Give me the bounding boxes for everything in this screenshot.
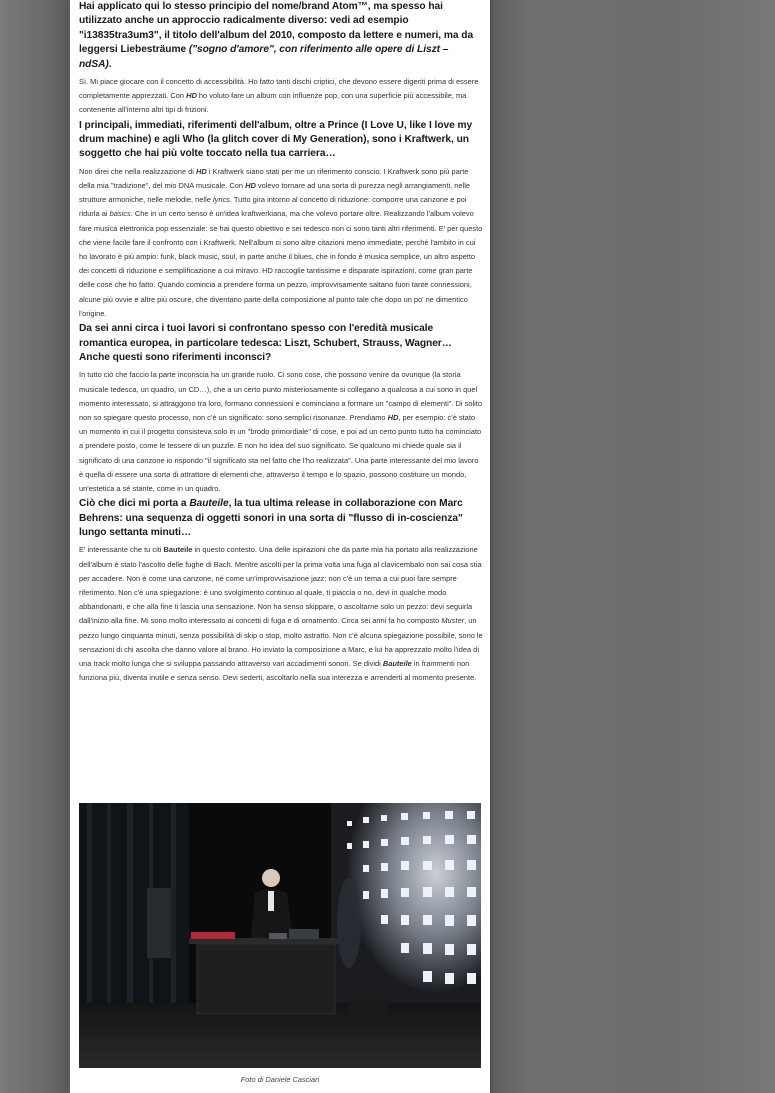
answer-3: In tutto ciò che faccio la parte inconscia ha un grande ruolo. Ci sono cose, che possono venire da ovunque (la storia musicale tedesca, un quadro, un CD…), che a un certo punto misteriosamente si collegano a qualcosa a cui sono in quel momento interessato, si attraggono tra loro, formano connessioni e cominciano a formare un "campo di elementi". Di solito non so spiegare questo processo, non c'è un significato: sono semplici risonanze. Prendiamo HD, per esempio: c'è stato un momento in cui il progetto consisteva solo in un "brodo primordiale" di cose, e poi ad un certo punto tutto ha cominciato a prendere posto, come le tessere di un puzzle. E non ho idea del suo significato. Se qualcuno mi chiede quale sia il significato di una canzone io rispondo "il significato sta nel fatto che l'ho realizzata". Una parte interessante del mio lavoro è quella di essere una sorta di attrattore di elementi che, attraverso il tempo e lo spazio, possono costituire un mondo, un'estetica a sé stante, come in un quadro. xyxy=(79,370,482,493)
question-2: I principali, immediati, riferimenti dell'album, oltre a Prince (I Love U, like I love my drum machine) e agli Who (la glitch cover di My Generation), sono i Kraftwerk, un soggetto che hai più volte toccato nella tua carriera… xyxy=(79,119,473,160)
question-1: Hai applicato qui lo stesso principio del nome/brand Atom™, ma spesso hai utilizzato anche un approccio radicalmente diverso: vedi ad esempio "i13835tra3um3", il titolo dell'album del 2010, composto da lettere e numeri, ma da leggersi Liebesträume ("sogno d'amore", con riferimento alle opere di Liszt – ndSA). xyxy=(79,1,474,70)
article-content xyxy=(79,0,483,686)
concert-photo xyxy=(79,803,481,1068)
answer-1: Sì. Mi piace giocare con il concetto di accessibilità. Ho fatto tanti dischi criptici, che devono essere digeriti prima di essere completamente apprezzati. Con HD ho voluto fare un album con influenze pop, con una superficie più accessibile, ma contenente all'interno altri tipi di frizioni. xyxy=(79,77,479,115)
background-right xyxy=(490,0,775,1093)
article-page xyxy=(70,0,490,1093)
question-4: Ciò che dici mi porta a Bauteile, la tua ultima release in collaborazione con Marc Behrens: una sequenza di oggetti sonori in una sorta di "flusso di in-coscienza" lungo settanta minuti… xyxy=(79,498,463,538)
concert-photo-illustration xyxy=(79,803,481,1068)
answer-4: E' interessante che tu citi Bauteile in questo contesto. Una delle ispirazioni che da parte mia ha portato alla realizzazione dell'album è stato l'ascolto delle fughe di Bach. Mentre ascolti per la prima volta una fuga al clavicembalo non sai cosa stia per accadere. Non è come una canzone, né come un'improvvisazione jazz: non c'è un tema a cui puoi fare sempre riferimento. Non c'è una spiegazione: è uno svolgimento continuo al quale, ti piaccia o no, devi in qualche modo abbandonarti, e che alla fine ti lascia una sensazione. Non ha senso skippare, o ascoltarne solo un pezzo: devi seguirla dall'inizio alla fine. Mi sono molto interessato ai concetti di fuga e di ornamento. Circa sei anni fa ho composto Muster, un pezzo lungo cinquanta minuti, senza possibilità di skip o stop, molto astratto. Non c'è alcuna spiegazione possibile, sono le sensazioni di chi ascolta che danno valore al brano. Ho inviato la composizione a Marc, e lui ha apprezzato molto l'idea di una track molto lunga che si sviluppa passando attraverso vari accadimenti sonori. Se dividi Bauteile in frammenti non funziona più, diventa inutile e senza senso. Devi sederti, ascoltarlo nella sua interezza e arrenderti al momento presente. xyxy=(79,545,483,683)
answer-2: Non direi che nella realizzazione di HD i Kraftwerk siano stati per me un riferimento conscio. I Kraftwerk sono più parte della mia "tradizione", del mio DNA musicale. Con HD volevo tornare ad una sorta di purezza negli arrangiamenti, nelle strutture armoniche, nelle melodie, nelle lyrics. Tutto gira intorno al concetto di riduzione: comporre una canzone e poi ridurla ai basics. Che in un certo senso è un'idea kraftwerkiana, ma che volevo portare oltre. Realizzando l'album volevo fare musica elettronica pop essenziale: se hai questo obiettivo e sei tedesco non ci sono tanti altri riferimenti. E' per questo che viene facile fare il confronto con i Kraftwerk. Nell'album ci sono altre citazioni meno immediate, perché l'ambito in cui ho lavorato è più ampio: funk, black music, soul, in parte anche il blues, che in fondo è musica semplice, un altro aspetto dei concetti di riduzione e semplificazione a cui miravo. HD raccoglie tantissime e disparate ispirazioni, come gran parte delle cose che ho fatto. Quando comincia a prendere forma un pezzo, improvvisamente saltano fuori tante connessioni, alcune più ovvie e altre più oscure, che diventano parte della composizione al punto tale che dopo un po' ne dimentico l'origine. xyxy=(79,166,483,318)
question-3: Da sei anni circa i tuoi lavori si confrontano spesso con l'eredità musicale romantica europea, in particolare tedesca: Liszt, Schubert, Strauss, Wagner… Anche questi sono riferimenti inconsci? xyxy=(79,323,452,363)
background-left xyxy=(0,0,68,1093)
photo-caption: Foto di Daniele Casciari xyxy=(240,1075,320,1084)
